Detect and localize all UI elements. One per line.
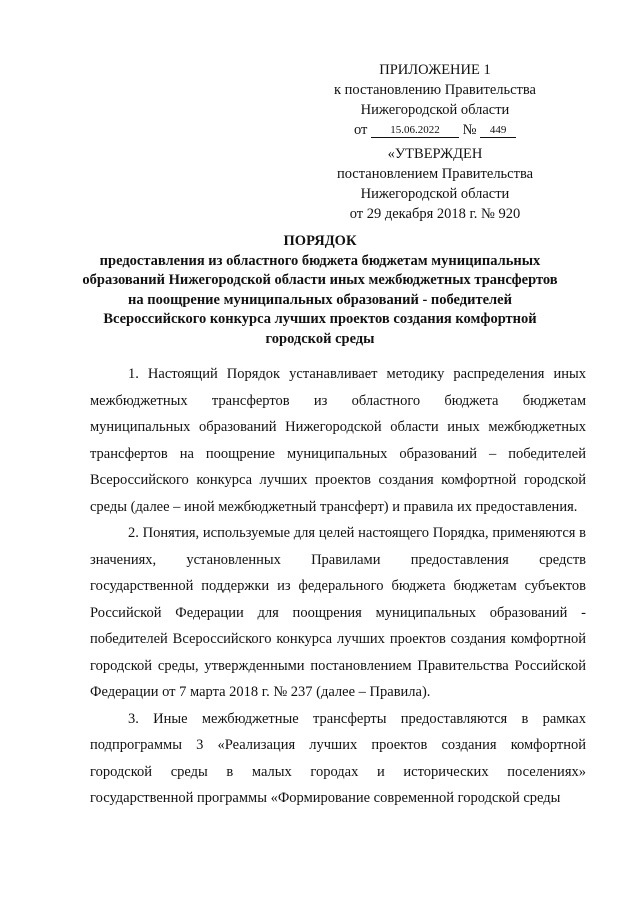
resolution-number: 449: [480, 123, 516, 138]
title-line-3: на поощрение муниципальных образований - победителей: [128, 291, 512, 308]
resolution-date: 15.06.2022: [371, 123, 459, 138]
approved-block: [305, 144, 565, 224]
paragraph: 2. Понятия, используемые для целей настоящего Порядка, применяются в значениях, установленных Правилами предоставления средств государственной поддержки из федерального бюджета бюджетам субъектов Российской Федерации для поощрения муниципальных образований - победителей Всероссийского конкурса лучших проектов создания комфортной городской среды, утвержденными постановлением Правительства Российской Федерации от 7 марта 2018 г. № 237 (далее – Правила).: [90, 525, 586, 700]
title-line-4: Всероссийского конкурса лучших проектов создания комфортной: [103, 311, 537, 327]
from-label: от: [353, 122, 368, 138]
title-heading: ПОРЯДОК: [283, 233, 357, 249]
appendix-line-2: Нижегородской области: [360, 102, 510, 118]
appendix-title: ПРИЛОЖЕНИЕ 1: [379, 62, 491, 78]
appendix-date-line: [354, 120, 516, 140]
approved-line-2: постановлением Правительства: [336, 166, 534, 182]
approved-line-1: «УТВЕРЖДЕН: [387, 146, 483, 162]
number-sign: №: [462, 122, 477, 138]
title-line-2: образований Нижегородской области иных межбюджетных трансфертов: [82, 272, 558, 288]
title-line-5: городской среды: [265, 330, 375, 347]
appendix-line-1: к постановлению Правительства: [334, 82, 536, 98]
document-title: [70, 232, 570, 349]
paragraph: 3. Иные межбюджетные трансферты предоставляются в рамках подпрограммы 3 «Реализация лучших проектов создания комфортной городской среды в малых городах и исторических поселениях» государственной программы «Формирование современной городской среды: [90, 710, 586, 806]
appendix-block: [305, 60, 565, 140]
title-line-1: предоставления из областного бюджета бюджетам муниципальных: [99, 252, 541, 269]
document-body: [90, 361, 586, 812]
approved-line-3: Нижегородской области: [360, 186, 510, 202]
paragraph: 1. Настоящий Порядок устанавливает методику распределения иных межбюджетных трансфертов из областного бюджета бюджетам муниципальных образований Нижегородской области иных межбюджетных трансфертов на поощрение муниципальных образований – победителей Всероссийского конкурса лучших проектов создания комфортной городской среды (далее – иной межбюджетный трансферт) и правила их предоставления.: [90, 366, 586, 515]
approved-line-4: от 29 декабря 2018 г. № 920: [349, 206, 521, 222]
